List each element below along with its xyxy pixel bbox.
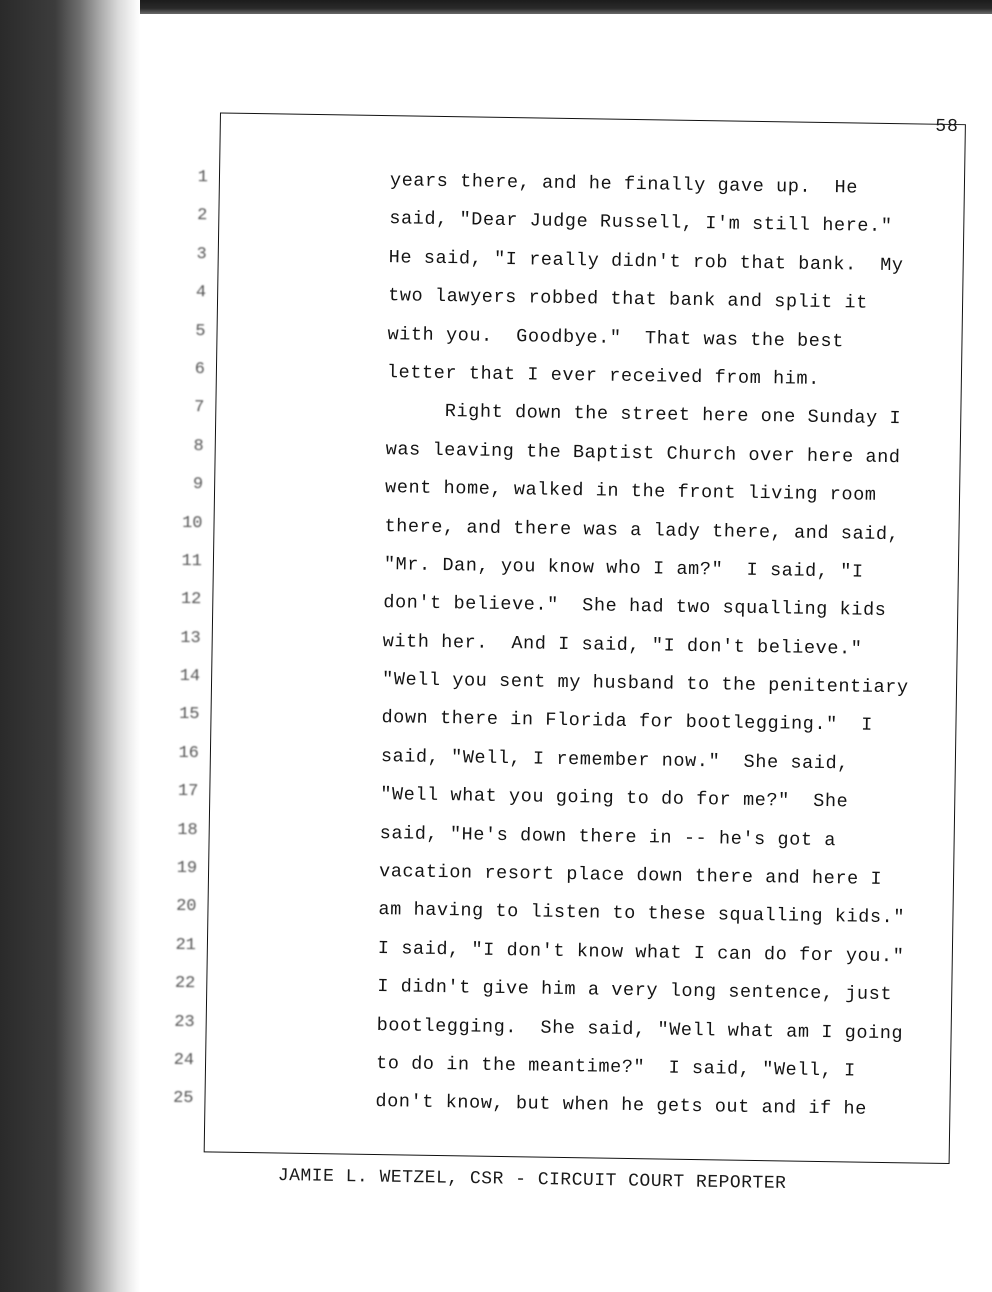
- page-top-edge-shadow: [0, 0, 992, 14]
- transcript-line: vacation resort place down there and here I: [378, 861, 883, 890]
- transcript-line: Right down the street here one Sunday I: [386, 400, 902, 430]
- transcript-line: down there in Florida for bootlegging." I: [381, 707, 874, 737]
- transcript-line: don't know, but when he gets out and if he: [375, 1091, 868, 1121]
- line-number: 16: [178, 743, 200, 764]
- line-number: 9: [192, 475, 204, 495]
- page-border-frame: [172, 112, 966, 1164]
- transcript-line: "Well you sent my husband to the penitentiary: [381, 669, 909, 699]
- transcript-text: [375, 162, 970, 1131]
- line-number: 10: [181, 513, 203, 533]
- line-number: 5: [195, 321, 206, 341]
- page-number: 58: [935, 116, 960, 138]
- line-number: 8: [193, 436, 204, 456]
- transcript-line: with you. Goodbye." That was the best: [387, 323, 845, 352]
- transcript-line: went home, walked in the front living room: [384, 477, 877, 506]
- transcript-line: "Well what you going to do for me?" She: [380, 784, 849, 813]
- line-number: 1: [197, 168, 209, 188]
- line-number: 4: [195, 283, 207, 303]
- line-number: 20: [175, 897, 197, 917]
- line-number: 24: [173, 1050, 195, 1071]
- line-number: 7: [193, 398, 205, 418]
- line-number: 17: [177, 782, 199, 802]
- line-number: 15: [178, 705, 200, 725]
- transcript-line: He said, "I really didn't rob that bank. My: [388, 246, 904, 277]
- transcript-line: said, "He's down there in -- he's got a: [379, 822, 837, 851]
- line-number: 23: [174, 1012, 195, 1032]
- line-number: 21: [175, 935, 197, 956]
- transcript-line: two lawyers robbed that bank and split it: [387, 285, 869, 314]
- line-number-column: [153, 159, 208, 1119]
- transcript-line: years there, and he finally gave up. He: [389, 170, 859, 199]
- transcript-line: there, and there was a lady there, and said,: [384, 515, 900, 545]
- transcript-line: am having to listen to these squalling kids.": [378, 899, 906, 929]
- line-number: 14: [179, 666, 201, 687]
- transcript-page: [173, 112, 968, 1190]
- transcript-line: said, "Dear Judge Russell, I'm still here.": [389, 208, 893, 238]
- book-spine-shadow: [0, 0, 140, 1292]
- transcript-line: was leaving the Baptist Church over here and: [385, 438, 901, 468]
- line-number: 19: [176, 858, 198, 879]
- transcript-line: "Mr. Dan, you know who I am?" I said, "I: [383, 554, 864, 583]
- transcript-line: said, "Well, I remember now." She said,: [380, 745, 850, 775]
- line-number: 25: [172, 1089, 194, 1109]
- court-reporter-footer: JAMIE L. WETZEL, CSR - CIRCUIT COURT REPORTER: [277, 1166, 787, 1194]
- line-number: 13: [180, 628, 201, 648]
- transcript-line: with her. And I said, "I don't believe.": [382, 630, 863, 660]
- line-number: 11: [181, 551, 203, 572]
- transcript-line: I didn't give him a very long sentence, just: [377, 976, 893, 1006]
- line-number: 2: [197, 206, 208, 226]
- transcript-line: don't believe." She had two squalling kids: [383, 592, 887, 622]
- line-number: 22: [174, 974, 196, 994]
- line-number: 18: [177, 820, 198, 840]
- line-number: 3: [196, 244, 207, 265]
- line-number: 12: [180, 590, 202, 610]
- transcript-line: to do in the meantime?" I said, "Well, I: [375, 1053, 856, 1082]
- transcript-line: I said, "I don't know what I can do for you.": [377, 937, 905, 968]
- transcript-line: letter that I ever received from him.: [386, 362, 821, 390]
- transcript-line: bootlegging. She said, "Well what am I going: [376, 1014, 904, 1044]
- line-number: 6: [194, 360, 206, 380]
